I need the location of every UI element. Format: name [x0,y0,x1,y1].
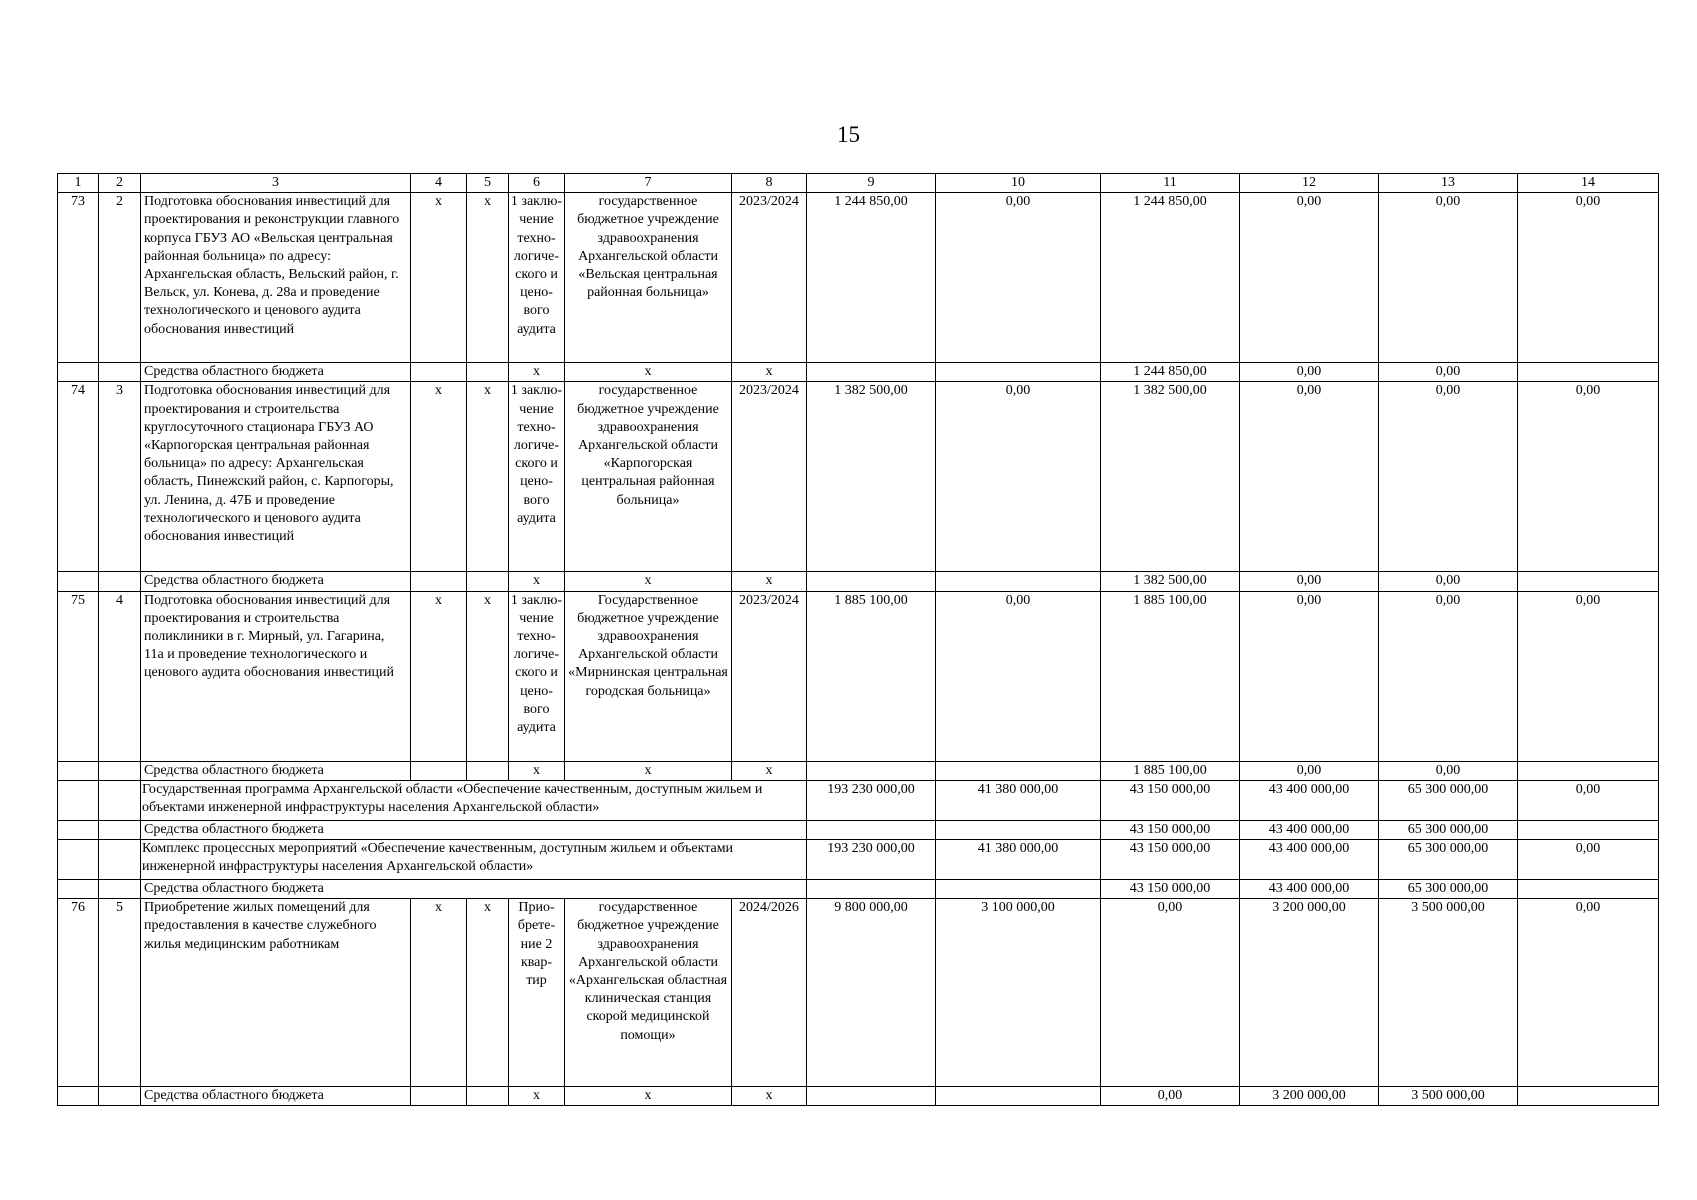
item-period: 2023/2024 [732,193,807,363]
amount-col10 [936,880,1101,899]
cell-col5: х [467,591,509,761]
amount-col11: 1 885 100,00 [1101,761,1240,780]
amount-col9: 193 230 000,00 [807,780,936,820]
budget-label: Средства областного бюджета [141,363,411,382]
cell-col1 [58,761,99,780]
amount-col13: 3 500 000,00 [1379,899,1518,1087]
col-header-9: 9 [807,174,936,193]
cell-col2 [99,1087,141,1106]
amount-col9 [807,761,936,780]
cell-col2 [99,572,141,591]
budget-label: Средства областного бюджета [141,820,807,839]
cell-col6: х [509,761,565,780]
amount-col10 [936,761,1101,780]
cell-col6: х [509,572,565,591]
cell-col6: х [509,1087,565,1106]
amount-col9: 1 382 500,00 [807,382,936,572]
budget-table [57,173,1659,1106]
amount-col12: 43 400 000,00 [1240,880,1379,899]
col-header-14: 14 [1518,174,1659,193]
cell-col2 [99,820,141,839]
item-organization: государственное бюджетное учреждение здравоохранения Архангельской области «Вельская центральная районная больница» [565,193,732,363]
amount-col12: 0,00 [1240,761,1379,780]
col-header-6: 6 [509,174,565,193]
cell-col4: х [411,193,467,363]
amount-col9: 193 230 000,00 [807,840,936,880]
amount-col14: 0,00 [1518,899,1659,1087]
cell-col5 [467,363,509,382]
amount-col12: 43 400 000,00 [1240,780,1379,820]
cell-col1 [58,363,99,382]
table-row-item [58,193,1659,363]
col-header-8: 8 [732,174,807,193]
page-number: 15 [837,122,860,147]
item-description: Подготовка обоснования инвестиций для проектирования и реконструкции главного корпуса ГБУЗ АО «Вельская центральная районная больница» по адресу: Архангельская область, Вельский район, г. Вельск, ул. Конева, д. 28а и проведение технологического и ценового аудита обоснования инвестиций [141,193,411,363]
amount-col12: 43 400 000,00 [1240,820,1379,839]
amount-col11: 1 382 500,00 [1101,572,1240,591]
amount-col13: 3 500 000,00 [1379,1087,1518,1106]
amount-col14 [1518,363,1659,382]
amount-col14: 0,00 [1518,382,1659,572]
amount-col10: 0,00 [936,193,1101,363]
cell-col8: х [732,1087,807,1106]
cell-col1 [58,572,99,591]
item-organization: государственное бюджетное учреждение здравоохранения Архангельской области «Карпогорская центральная районная больница» [565,382,732,572]
amount-col13: 0,00 [1379,382,1518,572]
program-title: Комплекс процессных мероприятий «Обеспечение качественным, доступным жильем и объектами инженерной инфраструктуры населения Архангельской области» [141,840,807,880]
amount-col11: 1 244 850,00 [1101,193,1240,363]
row-number: 75 [58,591,99,761]
row-number: 76 [58,899,99,1087]
table-row-item [58,899,1659,1087]
cell-col6: х [509,363,565,382]
cell-col4: х [411,382,467,572]
item-organization: Государственное бюджетное учреждение здравоохранения Архангельской области «Мирнинская центральная городская больница» [565,591,732,761]
col-header-11: 11 [1101,174,1240,193]
amount-col10: 3 100 000,00 [936,899,1101,1087]
amount-col10: 0,00 [936,591,1101,761]
amount-col11: 43 150 000,00 [1101,880,1240,899]
amount-col9: 1 244 850,00 [807,193,936,363]
item-result: Прио- брете- ние 2 квар- тир [509,899,565,1087]
cell-col2 [99,363,141,382]
amount-col14 [1518,761,1659,780]
cell-col1 [58,1087,99,1106]
amount-col13: 0,00 [1379,193,1518,363]
row-number: 74 [58,382,99,572]
cell-col8: х [732,363,807,382]
item-period: 2024/2026 [732,899,807,1087]
item-number: 3 [99,382,141,572]
amount-col14 [1518,572,1659,591]
cell-col5 [467,761,509,780]
program-title: Государственная программа Архангельской области «Обеспечение качественным, доступным жильем и объектами инженерной инфраструктуры населения Архангельской области» [141,780,807,820]
amount-col9 [807,820,936,839]
column-numbers-row [58,174,1659,193]
amount-col11: 1 382 500,00 [1101,382,1240,572]
item-number: 5 [99,899,141,1087]
col-header-4: 4 [411,174,467,193]
col-header-1: 1 [58,174,99,193]
amount-col10 [936,363,1101,382]
amount-col12: 0,00 [1240,363,1379,382]
amount-col10: 0,00 [936,382,1101,572]
amount-col13: 65 300 000,00 [1379,820,1518,839]
amount-col11: 43 150 000,00 [1101,820,1240,839]
cell-col5: х [467,193,509,363]
amount-col13: 65 300 000,00 [1379,880,1518,899]
amount-col12: 0,00 [1240,591,1379,761]
item-result: 1 заклю- чение техно- логиче- ского и цено- вого аудита [509,382,565,572]
col-header-3: 3 [141,174,411,193]
amount-col10: 41 380 000,00 [936,780,1101,820]
cell-col1 [58,780,99,820]
item-period: 2023/2024 [732,382,807,572]
table-row-budget [58,572,1659,591]
cell-col4 [411,1087,467,1106]
amount-col12: 3 200 000,00 [1240,899,1379,1087]
item-description: Подготовка обоснования инвестиций для проектирования и строительства поликлиники в г. Мирный, ул. Гагарина, 11а и проведение технологического и ценового аудита обоснования инвестиций [141,591,411,761]
table-row-program-budget [58,880,1659,899]
table-row-budget [58,761,1659,780]
table-row-item [58,591,1659,761]
cell-col4: х [411,899,467,1087]
col-header-12: 12 [1240,174,1379,193]
item-period: 2023/2024 [732,591,807,761]
cell-col4 [411,761,467,780]
amount-col14: 0,00 [1518,780,1659,820]
cell-col7: х [565,572,732,591]
cell-col1 [58,880,99,899]
cell-col8: х [732,572,807,591]
amount-col9 [807,363,936,382]
cell-col2 [99,780,141,820]
amount-col10: 41 380 000,00 [936,840,1101,880]
amount-col10 [936,820,1101,839]
amount-col11: 1 244 850,00 [1101,363,1240,382]
amount-col12: 3 200 000,00 [1240,1087,1379,1106]
table-row-program-budget [58,820,1659,839]
item-description: Подготовка обоснования инвестиций для проектирования и строительства круглосуточного стационара ГБУЗ АО «Карпогорская центральная районная больница» по адресу: Архангельская область, Пинежский район, с. Карпогоры, ул. Ленина, д. 47Б и проведение технологического и ценового аудита обоснования инвестиций [141,382,411,572]
item-number: 4 [99,591,141,761]
amount-col13: 65 300 000,00 [1379,840,1518,880]
col-header-5: 5 [467,174,509,193]
amount-col14: 0,00 [1518,193,1659,363]
cell-col4: х [411,591,467,761]
cell-col7: х [565,1087,732,1106]
cell-col5: х [467,899,509,1087]
row-number: 73 [58,193,99,363]
amount-col9: 9 800 000,00 [807,899,936,1087]
table-row-budget [58,1087,1659,1106]
amount-col9 [807,1087,936,1106]
col-header-2: 2 [99,174,141,193]
cell-col4 [411,363,467,382]
table-row-item [58,382,1659,572]
item-description: Приобретение жилых помещений для предоставления в качестве служебного жилья медицинским работникам [141,899,411,1087]
budget-label: Средства областного бюджета [141,880,807,899]
amount-col14: 0,00 [1518,591,1659,761]
cell-col5: х [467,382,509,572]
amount-col11: 0,00 [1101,899,1240,1087]
amount-col14 [1518,880,1659,899]
cell-col4 [411,572,467,591]
cell-col2 [99,880,141,899]
amount-col11: 43 150 000,00 [1101,780,1240,820]
amount-col12: 43 400 000,00 [1240,840,1379,880]
amount-col9 [807,880,936,899]
amount-col10 [936,572,1101,591]
table-row-program [58,780,1659,820]
amount-col9: 1 885 100,00 [807,591,936,761]
budget-label: Средства областного бюджета [141,1087,411,1106]
amount-col12: 0,00 [1240,193,1379,363]
item-number: 2 [99,193,141,363]
amount-col13: 0,00 [1379,761,1518,780]
item-result: 1 заклю- чение техно- логиче- ского и цено- вого аудита [509,591,565,761]
table-row-budget [58,363,1659,382]
cell-col5 [467,1087,509,1106]
col-header-13: 13 [1379,174,1518,193]
amount-col13: 0,00 [1379,572,1518,591]
cell-col1 [58,840,99,880]
table-row-program [58,840,1659,880]
cell-col1 [58,820,99,839]
amount-col9 [807,572,936,591]
cell-col5 [467,572,509,591]
cell-col2 [99,840,141,880]
col-header-7: 7 [565,174,732,193]
cell-col7: х [565,363,732,382]
amount-col14 [1518,820,1659,839]
amount-col11: 43 150 000,00 [1101,840,1240,880]
cell-col7: х [565,761,732,780]
amount-col14: 0,00 [1518,840,1659,880]
item-result: 1 заклю- чение техно- логиче- ского и цено- вого аудита [509,193,565,363]
budget-label: Средства областного бюджета [141,572,411,591]
amount-col14 [1518,1087,1659,1106]
amount-col12: 0,00 [1240,572,1379,591]
amount-col13: 0,00 [1379,591,1518,761]
col-header-10: 10 [936,174,1101,193]
amount-col13: 65 300 000,00 [1379,780,1518,820]
amount-col11: 0,00 [1101,1087,1240,1106]
item-organization: государственное бюджетное учреждение здравоохранения Архангельской области «Архангельская областная клиническая станция скорой медицинской помощи» [565,899,732,1087]
amount-col11: 1 885 100,00 [1101,591,1240,761]
budget-label: Средства областного бюджета [141,761,411,780]
cell-col2 [99,761,141,780]
amount-col12: 0,00 [1240,382,1379,572]
amount-col13: 0,00 [1379,363,1518,382]
amount-col10 [936,1087,1101,1106]
cell-col8: х [732,761,807,780]
